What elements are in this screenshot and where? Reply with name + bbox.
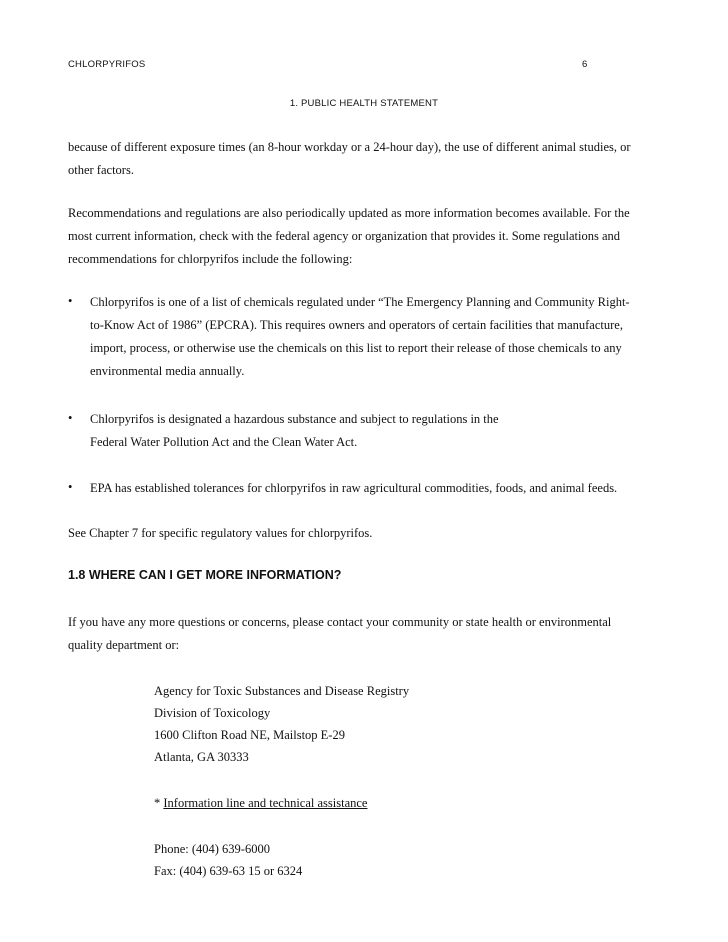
address-line: 1600 Clifton Road NE, Mailstop E-29 <box>154 728 345 742</box>
text-line: Recommendations and regulations are also periodically updated as more information becomes available. For the <box>68 206 630 220</box>
text-line: quality department or: <box>68 638 180 652</box>
fax-number: Fax: (404) 639-63 15 or 6324 <box>154 864 303 878</box>
phone-number: Phone: (404) 639-6000 <box>154 842 270 856</box>
text-line: most current information, check with the federal agency or organization that provides it. Some regulations and <box>68 229 621 243</box>
address-line: Atlanta, GA 30333 <box>154 750 249 764</box>
bullet-water-act <box>90 408 670 454</box>
info-asterisk: * <box>154 796 164 810</box>
paragraph-exposure <box>68 136 668 182</box>
paragraph-chapter-reference <box>68 522 668 545</box>
bullet-marker: • <box>68 294 73 308</box>
text-line: import, process, or otherwise use the chemicals on this list to report their release of those chemicals to any <box>90 341 622 355</box>
paragraph-recommendations <box>68 202 668 271</box>
text-line: other factors. <box>68 163 134 177</box>
address-line: Division of Toxicology <box>154 706 271 720</box>
section-header: 1. PUBLIC HEALTH STATEMENT <box>289 98 439 109</box>
section-heading: 1.8 WHERE CAN I GET MORE INFORMATION? <box>68 568 342 582</box>
text-line: If you have any more questions or concerns, please contact your community or state health or environmental <box>68 615 612 629</box>
text-line: to-Know Act of 1986” (EPCRA). This requires owners and operators of certain facilities that manufacture, <box>90 318 623 332</box>
contact-numbers <box>154 838 302 882</box>
text-line: Federal Water Pollution Act and the Clean Water Act. <box>90 435 358 449</box>
running-header-title: CHLORPYRIFOS <box>68 59 146 70</box>
page-number: 6 <box>582 59 588 70</box>
info-line-row <box>154 792 367 814</box>
agency-address <box>154 680 409 768</box>
text-line: environmental media annually. <box>90 364 245 378</box>
info-line-label: Information line and technical assistance <box>163 796 368 810</box>
bullet-marker: • <box>68 480 73 494</box>
text-line: See Chapter 7 for specific regulatory values for chlorpyrifos. <box>68 526 373 540</box>
text-line: Chlorpyrifos is one of a list of chemicals regulated under “The Emergency Planning and Community Right- <box>90 295 630 309</box>
bullet-epcra <box>90 291 670 383</box>
bullet-epa-tolerances <box>90 477 670 500</box>
text-line: Chlorpyrifos is designated a hazardous substance and subject to regulations in the <box>90 412 499 426</box>
text-line: because of different exposure times (an 8-hour workday or a 24-hour day), the use of different animal studies, or <box>68 140 631 154</box>
address-line: Agency for Toxic Substances and Disease Registry <box>154 684 410 698</box>
text-line: recommendations for chlorpyrifos include the following: <box>68 252 353 266</box>
text-line: EPA has established tolerances for chlorpyrifos in raw agricultural commodities, foods, and animal feeds. <box>90 481 618 495</box>
paragraph-contact <box>68 611 668 657</box>
bullet-marker: • <box>68 411 73 425</box>
